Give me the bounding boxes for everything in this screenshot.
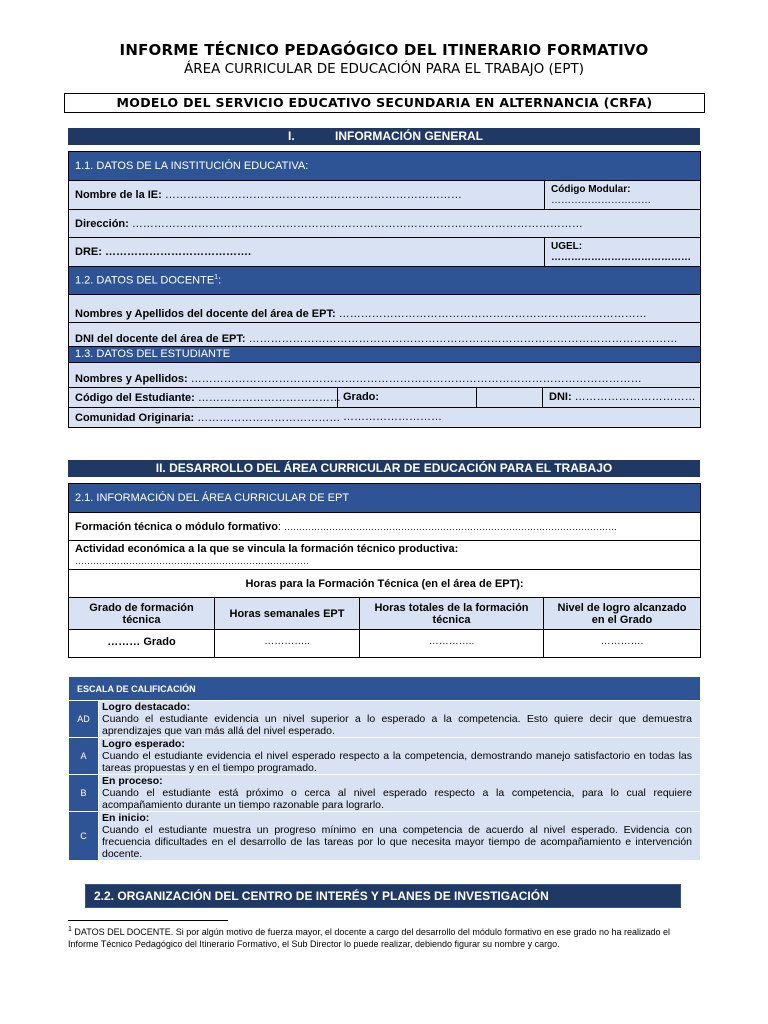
- scale-code-c: C: [69, 812, 99, 861]
- teacher-footnote-mark: 1: [214, 274, 219, 282]
- grading-scale-header: ESCALA DE CALIFICACIÓN: [69, 677, 701, 701]
- modular-code-dots: …………………………: [551, 195, 651, 206]
- document-title: INFORME TÉCNICO PEDAGÓGICO DEL ITINERARIO FORMATIVO: [119, 41, 649, 59]
- col-total-hours-header: Horas totales de la formación técnica: [360, 598, 544, 630]
- dre-field[interactable]: DRE: ………………………………….: [69, 238, 545, 267]
- community-dots: …………………………………: [197, 411, 341, 424]
- teacher-name-field[interactable]: [69, 295, 701, 323]
- grade-cell[interactable]: ……… Grado: [69, 630, 215, 658]
- grade-field[interactable]: [337, 387, 477, 423]
- total-hours-cell[interactable]: …………..: [360, 630, 544, 658]
- community-label: Comunidad Originaria:: [75, 411, 195, 424]
- ept-info-table: [68, 483, 701, 658]
- scale-code-a: A: [69, 738, 99, 775]
- document-subtitle: ÁREA CURRICULAR DE EDUCACIÓN PARA EL TRABAJO (EPT): [183, 61, 584, 77]
- scale-desc-a: [99, 738, 701, 775]
- student-dni-dots: ……………………………: [574, 391, 696, 403]
- student-code-label: Código del Estudiante:: [75, 391, 195, 404]
- achievement-cell[interactable]: ………….: [544, 630, 701, 658]
- address-label: Dirección:: [75, 217, 129, 230]
- col-weekly-hours-header: Horas semanales EPT: [215, 598, 360, 630]
- ept-area-header: 2.1. INFORMACIÓN DEL ÁREA CURRICULAR DE EPT: [69, 484, 701, 513]
- ugel-field[interactable]: UGEL: ……………………………………: [545, 238, 701, 267]
- col-grade-header: Grado de formación técnica: [69, 598, 215, 630]
- scale-title-ad: Logro destacado:: [102, 701, 191, 713]
- grade-dots: ………………………: [343, 411, 442, 423]
- training-module-field[interactable]: [69, 513, 701, 541]
- training-hours-title: Horas para la Formación Técnica (en el área de EPT):: [69, 570, 701, 598]
- student-dni-field[interactable]: [542, 387, 702, 408]
- general-info-table: [68, 151, 701, 428]
- scale-title-a: Logro esperado:: [102, 738, 185, 750]
- ie-name-dots: ………………………………………………………………………: [164, 189, 462, 201]
- student-name-label: Nombres y Apellidos:: [75, 373, 188, 385]
- address-field[interactable]: [69, 210, 701, 238]
- scale-title-c: En inicio:: [102, 812, 150, 824]
- scale-text-a: Cuando el estudiante evidencia el nivel esperado respecto a la competencia, demostrando manejo satisfactorio en todas las tareas propuestas y en el tiempo programado.: [102, 750, 693, 774]
- training-module-label: Formación técnica o módulo formativo: [75, 520, 278, 533]
- teacher-data-header: [69, 267, 701, 295]
- training-module-dots: …………………………………………………………………………………………………: [284, 521, 618, 532]
- section-1-number: I.: [288, 129, 295, 143]
- scale-title-b: En proceso:: [102, 775, 163, 787]
- teacher-name-dots: …………………………………………………………………………: [338, 308, 647, 320]
- footnote-mark: 1: [68, 926, 72, 933]
- section-2-header: II. DESARROLLO DEL ÁREA CURRICULAR DE EDUCACIÓN PARA EL TRABAJO: [68, 460, 700, 477]
- scale-text-c: Cuando el estudiante muestra un progreso mínimo en una competencia de acuerdo al nivel esperado. Evidencia con frecuencia dificultades en el desarrollo de las tareas por lo que necesita mayor tiempo de acompañamiento e intervención docente.: [102, 824, 693, 860]
- modular-code-field[interactable]: [545, 181, 701, 210]
- footnote-text: DATOS DEL DOCENTE. Si por algún motivo de fuerza mayor, el docente a cargo del desarrollo del módulo formativo en ese grado no ha realizado el Informe Técnico Pedagógico del Itinerario Formativo, el Sub Director lo puede realizar, debiendo figurar su nombre y cargo.: [68, 927, 671, 949]
- teacher-data-colon: :: [218, 274, 222, 287]
- teacher-dni-dots: ………………………………………………………………………………………………………: [248, 333, 678, 345]
- teacher-dni-field[interactable]: [69, 323, 701, 347]
- scale-desc-b: [99, 775, 701, 812]
- modular-code-label: Código Modular:: [551, 184, 631, 195]
- scale-code-ad: AD: [69, 701, 99, 738]
- model-title-box: MODELO DEL SERVICIO EDUCATIVO SECUNDARIA EN ALTERNANCIA (CRFA): [64, 93, 705, 113]
- scale-text-b: Cuando el estudiante está próximo o cerca al nivel esperado respecto a la competencia, para lo cual requiere acompañamiento durante un tiempo razonable para lograrlo.: [102, 787, 693, 811]
- grading-scale-table: [68, 676, 701, 861]
- section-2-2-header: 2.2. ORGANIZACIÓN DEL CENTRO DE INTERÉS Y PLANES DE INVESTIGACIÓN: [85, 884, 681, 908]
- teacher-data-title: 1.2. DATOS DEL DOCENTE: [75, 274, 215, 287]
- footnote: [68, 924, 700, 950]
- economic-activity-label: Actividad económica a la que se vincula la formación técnico productiva:: [75, 543, 459, 555]
- section-1-title: INFORMACIÓN GENERAL: [335, 129, 483, 143]
- student-dni-label: DNI:: [549, 391, 572, 403]
- economic-activity-dots: ……………………………………………………………………: [75, 556, 309, 566]
- training-module-colon: :: [277, 520, 281, 533]
- teacher-dni-label: DNI del docente del área de EPT:: [75, 333, 246, 345]
- scale-text-ad: Cuando el estudiante evidencia un nivel superior a lo esperado a la competencia. Esto quiere decir que demuestra aprendizajes que van más allá del nivel esperado.: [102, 713, 693, 737]
- section-1-header: [68, 128, 700, 145]
- dni-field-wrap: [477, 388, 701, 408]
- ie-name-field[interactable]: [69, 181, 545, 210]
- footnote-separator: [68, 920, 228, 921]
- grade-label: Grado:: [343, 391, 380, 403]
- scale-desc-c: [99, 812, 701, 861]
- weekly-hours-cell[interactable]: …………..: [215, 630, 360, 658]
- teacher-name-label: Nombres y Apellidos del docente del área de EPT:: [75, 308, 336, 320]
- address-dots: ……………………………………………………………………………………………………………: [131, 217, 583, 230]
- student-data-header: 1.3. DATOS DEL ESTUDIANTE: [69, 347, 701, 363]
- student-name-dots: ……………………………………………………………………………………………………………: [190, 373, 642, 385]
- student-name-field[interactable]: [69, 363, 701, 388]
- economic-activity-field[interactable]: [69, 541, 701, 570]
- institution-data-header: 1.1. DATOS DE LA INSTITUCIÓN EDUCATIVA:: [69, 152, 701, 181]
- scale-desc-ad: [99, 701, 701, 738]
- ie-name-label: Nombre de la IE:: [75, 189, 162, 201]
- col-achievement-header: Nivel de logro alcanzado en el Grado: [544, 598, 701, 630]
- scale-code-b: B: [69, 775, 99, 812]
- student-code-dots: …………………………………: [197, 391, 341, 404]
